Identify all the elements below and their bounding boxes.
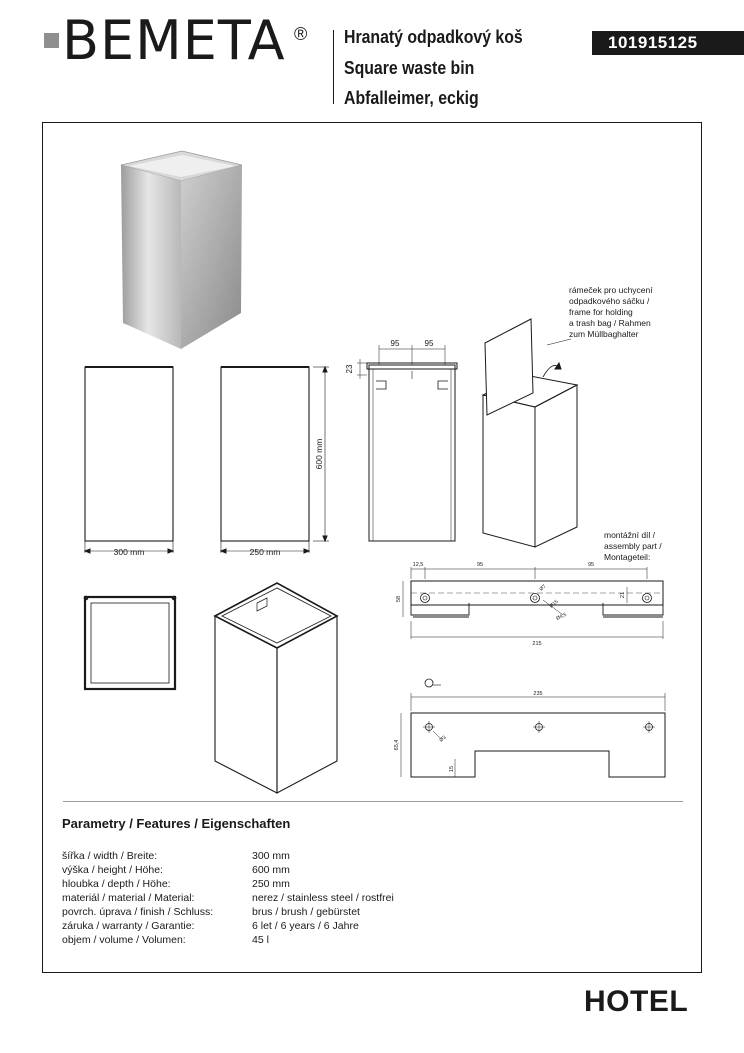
bracket-hole1: Ø7 [538, 583, 548, 593]
front-view [85, 367, 173, 553]
spec-label: výška / height / Höhe: [62, 864, 163, 876]
header-divider [333, 30, 334, 104]
bracket-d5: 21 [620, 591, 626, 599]
dim-width-label: 300 mm [113, 547, 145, 557]
bracket-d4: 58 [396, 595, 402, 603]
frame-note-line: frame for holding [569, 307, 633, 317]
assembly-note [604, 530, 662, 563]
assembly-note-line: Montageteil: [604, 552, 651, 562]
dim-height-label: 600 mm [314, 438, 324, 470]
assembly-note-line: assembly part / [604, 541, 662, 551]
spec-value: 45 l [252, 934, 269, 946]
bin-photo [121, 151, 242, 349]
bracket-plan-hole: Ø3 [438, 734, 448, 744]
bracket-d6: 215 [532, 641, 542, 647]
spec-value: 6 let / 6 years / 6 Jahre [252, 920, 359, 932]
spec-value: 250 mm [252, 878, 290, 890]
dim-frame-right-label: 95 [424, 339, 434, 348]
spec-value: brus / brush / gebürstet [252, 906, 360, 918]
bracket-elevation [403, 567, 663, 639]
bracket-hole3: Ø4,5 [555, 611, 568, 622]
features-title: Parametry / Features / Eigenschaften [62, 816, 291, 831]
frame-note-line: odpadkového sáčku / [569, 296, 650, 306]
spec-label: objem / volume / Volumen: [62, 934, 186, 946]
spec-label: šířka / width / Breite: [62, 850, 158, 862]
bracket-d1: 12,5 [412, 562, 424, 568]
dim-frame-left-label: 95 [390, 339, 400, 348]
title-czech: Hranatý odpadkový koš [344, 27, 523, 47]
spec-label: záruka / warranty / Garantie: [62, 920, 195, 932]
dim-depth-label: 250 mm [249, 547, 281, 557]
frame-note-line: a trash bag / Rahmen [569, 318, 651, 328]
dim-frame-top-label: 23 [345, 364, 354, 374]
isometric-bin-view [215, 583, 337, 793]
bracket-d3: 95 [587, 562, 595, 568]
spec-sheet-frame [42, 122, 702, 973]
spec-value: 300 mm [252, 850, 290, 862]
registered-mark: ® [294, 24, 308, 44]
assembly-note-line: montážní díl / [604, 530, 656, 540]
title-english: Square waste bin [344, 58, 475, 78]
logo-square [44, 33, 59, 48]
bracket-hole2: Ø15 [548, 598, 560, 610]
frame-note [569, 285, 653, 340]
category-label: HOTEL [584, 985, 689, 1018]
spec-label: povrch. úprava / finish / Schluss: [62, 906, 214, 918]
brand-logo: BEMETA [62, 9, 286, 72]
side-view [221, 367, 329, 553]
product-code-badge: 101915125 [592, 31, 744, 55]
section-view [357, 345, 457, 541]
bracket-plan-d2: 65,4 [394, 739, 400, 751]
open-bin-view [483, 319, 577, 547]
bracket-plan-d3: 15 [449, 765, 455, 773]
frame-note-line: rámeček pro uchycení [569, 285, 653, 295]
title-german: Abfalleimer, eckig [344, 88, 479, 108]
frame-note-line: zum Müllbaghalter [569, 329, 639, 339]
bracket-plan-d1: 235 [533, 691, 543, 697]
technical-drawings [43, 123, 703, 813]
spec-value: 600 mm [252, 864, 290, 876]
section-divider [63, 801, 683, 802]
spec-label: materiál / material / Material: [62, 892, 195, 904]
spec-value: nerez / stainless steel / rostfrei [252, 892, 394, 904]
top-view [84, 596, 176, 689]
spec-label: hloubka / depth / Höhe: [62, 878, 171, 890]
bracket-d2: 95 [476, 562, 484, 568]
